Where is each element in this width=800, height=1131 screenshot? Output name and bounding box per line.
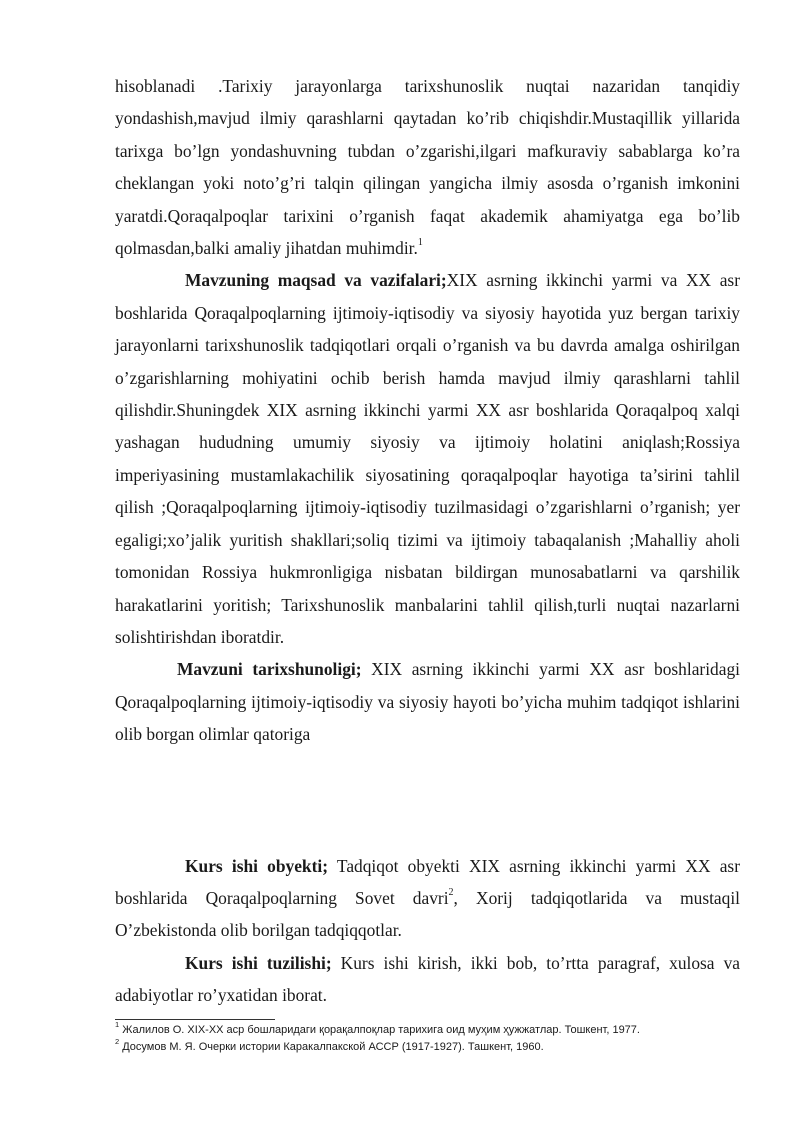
footnote-number: 1 [115,1020,120,1030]
paragraph-intro-continuation [115,70,740,264]
paragraph-text: hisoblanadi .Tarixiy jarayonlarga tarixshunoslik nuqtai nazaridan tanqidiy yondashish,mavjud ilmiy qarashlarni qaytadan ko’rib chiqishdir.Mustaqillik yillarida tarixga bo’lgn yondashuvning tubdan o’zgarishi,ilgari mafkuraviy sabablarga ko’ra cheklangan yoki noto’g’ri talqin qilingan yangicha ilmiy asosda o’rganish imkonini yaratdi.Qoraqalpoqlar tarixini o’rganish faqat akademik ahamiyatga ega bo’lib qolmasdan,balki amaliy jihatdan muhimdir. [115,76,740,259]
paragraph-historiography [115,653,740,750]
paragraph-text: , Xorij tadqiqotlarida va mustaqil O’zbekistonda olib borilgan tadqiqqotlar. [115,887,740,941]
paragraph-goals [115,264,740,653]
section-heading-goals: Mavzuning maqsad va vazifalari; [185,270,447,291]
paragraph-structure [115,947,740,1012]
paragraph-text: XIX asrning ikkinchi yarmi va XX asr boshlarida Qoraqalpoqlarning ijtimoiy-iqtisodiy va siyosiy hayotida yuz bergan tarixiy jarayonlarni tarixshunoslik tadqiqotlari orqali o’rganish va bu davrda amalga oshirilgan o’zgarishlarning mohiyatini ochib berish hamda mavjud ilmiy qarashlarni tahlil qilishdir.Shuningdek XIX asrning ikkinchi yarmi XX asr boshlarida Qoraqalpoq xalqi yashagan hududning umumiy siyosiy va ijtimoiy holatini aniqlash;Rossiya imperiyasining mustamlakachilik siyosatining qoraqalpoqlar hayotiga ta’sirini tahlil qilish ;Qoraqalpoqlarning ijtimoiy-iqtisodiy tuzilmasidagi o’zgarishlarni o’rganish; yer egaligi;xo’jalik yuritish shakllari;soliq tizimi va ijtimoiy tabaqalanish ;Mahalliy aholi tomonidan Rossiya hukmronligiga nisbatan bildirgan munosabatlarni va qarshilik harakatlarini yoritish; Tarixshunoslik manbalarini tahlil qilish,turli nuqtai nazarlarni solishtirishdan iboratdir. [115,270,740,647]
paragraph-text: XIX asrning ikkinchi yarmi XX asr boshlaridagi Qoraqalpoqlarning ijtimoiy-iqtisodiy va siyosiy hayoti bo’yicha muhim tadqiqot ishlarini olib borgan olimlar qatoriga [115,659,740,745]
footnote-1 [115,1022,755,1039]
blank-space [115,751,740,850]
footnote-number: 2 [115,1037,120,1047]
footnote-2 [115,1039,755,1056]
footnote-text: Жалилов О. XIX-XX аср бошларидаги қорақалпоқлар тарихига оид муҳим ҳужжатлар. Тошкент, 1977. [122,1024,640,1036]
section-heading-object: Kurs ishi obyekti; [185,855,329,876]
paragraph-text: Tadqiqot obyekti XIX asrning ikkinchi yarmi XX asr boshlarida Qoraqalpoqlarning Sovet davri [115,855,740,908]
body-text [115,70,740,1012]
footnotes [115,1022,755,1056]
section-heading-historiography: Mavzuni tarixshunoligi; [177,659,362,680]
section-heading-structure: Kurs ishi tuzilishi; [185,952,332,973]
paragraph-text: Kurs ishi kirish, ikki bob, to’rtta paragraf, xulosa va adabiyotlar ro’yxatidan iborat. [115,952,740,1006]
footnote-ref-1[interactable]: 1 [417,237,423,249]
paragraph-object [115,850,740,947]
footnote-separator [115,1019,275,1020]
footnote-ref-2[interactable]: 2 [448,887,454,899]
footnote-text: Досумов М. Я. Очерки истории Каракалпакской АССР (1917-1927). Ташкент, 1960. [122,1041,544,1053]
